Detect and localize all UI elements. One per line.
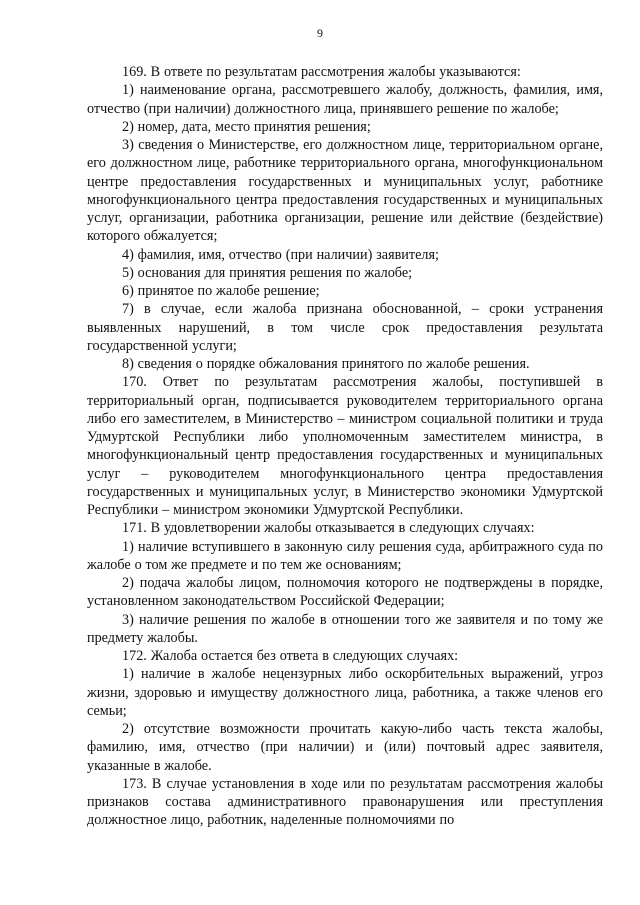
list-item-171-1: 1) наличие вступившего в законную силу решения суда, арбитражного суда по жалобе о том же предмете и по тем же основаниям; bbox=[87, 538, 603, 573]
paragraph-170: 170. Ответ по результатам рассмотрения жалобы, поступившей в территориальный орган, подписывается руководителем территориального органа либо его заместителем, в Министерство – министром социальной политики и труда Удмуртской Республики либо уполномоченным заместителем министра, в многофункциональный центр предоставления государственных и муниципальных услуг – руководителем многофункционального центра предоставления государственных и муниципальных услуг, в Министерство экономики Удмуртской Республики – министром экономики Удмуртской Республики. bbox=[87, 374, 603, 518]
list-item-169-1: 1) наименование органа, рассмотревшего жалобу, должность, фамилия, имя, отчество (при наличии) должностного лица, принявшего решение по жалобе; bbox=[87, 82, 603, 117]
paragraph-171: 171. В удовлетворении жалобы отказывается в следующих случаях: bbox=[122, 520, 535, 537]
page-number: 9 bbox=[317, 26, 323, 40]
list-item-172-2: 2) отсутствие возможности прочитать какую-либо часть текста жалобы, фамилию, имя, отчество (при наличии) и (или) почтовый адрес заявителя, указанные в жалобе. bbox=[87, 721, 603, 774]
list-item-169-4: 4) фамилия, имя, отчество (при наличии) заявителя; bbox=[122, 246, 439, 263]
paragraph-169: 169. В ответе по результатам рассмотрения жалобы указываются: bbox=[122, 64, 521, 80]
list-item-169-3: 3) сведения о Министерстве, его должностном лице, территориальном органе, его должностном лице, работнике территориального органа, многофункциональном центре предоставления государственных и муниципальных услуг, работнике многофункционального центра предоставления государственных и муниципальных услуг, организации, работника организации, решение или действие (бездействие) которого обжалуется; bbox=[87, 137, 603, 245]
list-item-171-2: 2) подача жалобы лицом, полномочия которого не подтверждены в порядке, установленном законодательством Российской Федерации; bbox=[87, 575, 603, 610]
list-item-172-1: 1) наличие в жалобе нецензурных либо оскорбительных выражений, угроз жизни, здоровью и имуществу должностного лица, работника, а также членов его семьи; bbox=[87, 666, 603, 719]
list-item-169-5: 5) основания для принятия решения по жалобе; bbox=[122, 264, 413, 281]
document-body bbox=[87, 63, 603, 830]
list-item-169-8: 8) сведения о порядке обжалования принятого по жалобе решения. bbox=[122, 356, 530, 372]
paragraph-173: 173. В случае установления в ходе или по результатам рассмотрения жалобы признаков состава административного правонарушения или преступления должностное лицо, работник, наделенные полномочиями по bbox=[87, 775, 603, 829]
list-item-169-6: 6) принятое по жалобе решение; bbox=[122, 283, 320, 299]
list-item-169-2: 2) номер, дата, место принятия решения; bbox=[122, 118, 371, 135]
list-item-169-7: 7) в случае, если жалоба признана обоснованной, – сроки устранения выявленных нарушений, в том числе срок предоставления результата государственной услуги; bbox=[87, 301, 603, 354]
paragraph-172: 172. Жалоба остается без ответа в следующих случаях: bbox=[122, 648, 459, 664]
list-item-171-3: 3) наличие решения по жалобе в отношении того же заявителя и по тому же предмету жалобы. bbox=[87, 611, 603, 646]
